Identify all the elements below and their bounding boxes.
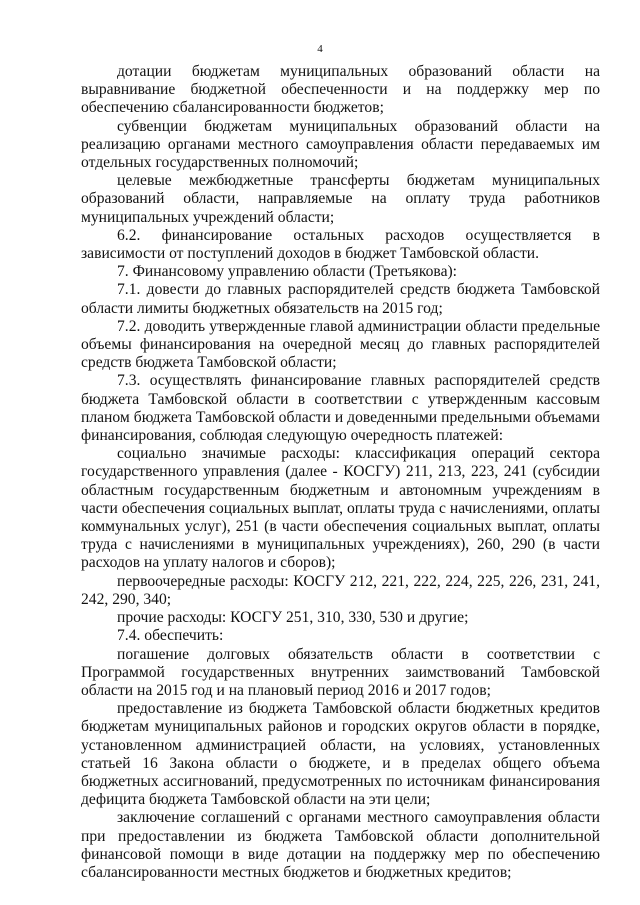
paragraph-targeted-transfers: целевые межбюджетные трансферты бюджетам муниципальных образований области, направляемые на оплату труда работников муниципальных учреждений области; bbox=[81, 172, 600, 226]
paragraph-7-2: 7.2. доводить утвержденные главой администрации области предельные объемы финансирования на очередной месяц до главных распорядителей средств бюджета Тамбовской области; bbox=[81, 317, 600, 372]
paragraph-socially-significant: социально значимые расходы: классификация операций сектора государственного управления (далее - КОСГУ) 211, 213, 223, 241 (субсидии областным государственным бюджетным и автономным учреждениям в части обеспечения социальных выплат, оплаты труда с начислениями, оплаты коммунальных услуг), 251 (в части обеспечения социальных выплат, оплаты труда с начислениями в муниципальных учреждениях), 260, 290 (в части расходов на уплату налогов и сборов); bbox=[81, 445, 600, 572]
paragraph-subventions: субвенции бюджетам муниципальных образований области на реализацию органами местного самоуправления области передаваемых им отдельных государственных полномочий; bbox=[81, 117, 600, 172]
paragraph-7: 7. Финансовому управлению области (Третьякова): bbox=[117, 263, 458, 281]
paragraph-priority-expenses: первоочередные расходы: КОСГУ 212, 221, 222, 224, 225, 226, 231, 241, 242, 290, 340; bbox=[81, 572, 600, 608]
page-number: 4 bbox=[317, 43, 323, 55]
paragraph-debt-repayment: погашение долговых обязательств области в соответствии с Программой государственных внутренних заимствований Тамбовской области на 2015 год и на плановый период 2016 и 2017 годов; bbox=[81, 645, 600, 699]
paragraph-other-expenses: прочие расходы: КОСГУ 251, 310, 330, 530 и другие; bbox=[117, 609, 469, 627]
paragraph-budget-credits: предоставление из бюджета Тамбовской области бюджетных кредитов бюджетам муниципальных районов и городских округов области в порядке, установленном администрацией области, на условиях, установленных статьей 16 Закона области о бюджете, и в пределах общего объема бюджетных ассигнований, предусмотренных по источникам финансирования дефицита бюджета Тамбовской области на эти цели; bbox=[81, 700, 600, 809]
paragraph-7-4: 7.4. обеспечить: bbox=[117, 627, 224, 645]
document-body bbox=[81, 63, 600, 882]
paragraph-7-1: 7.1. довести до главных распорядителей средств бюджета Тамбовской области лимиты бюджетных обязательств на 2015 год; bbox=[81, 281, 600, 317]
paragraph-agreements: заключение соглашений с органами местного самоуправления области при предоставлении из бюджета Тамбовской области дополнительной финансовой помощи в виде дотации на поддержку мер по обеспечению сбалансированности местных бюджетов и бюджетных кредитов; bbox=[81, 809, 600, 881]
paragraph-7-3: 7.3. осуществлять финансирование главных распорядителей средств бюджета Тамбовской области в соответствии с утвержденным кассовым планом бюджета Тамбовской области и доведенными предельными объемами финансирования, соблюдая следующую очередность платежей: bbox=[81, 372, 600, 445]
paragraph-6-2: 6.2. финансирование остальных расходов осуществляется в зависимости от поступлений доходов в бюджет Тамбовской области. bbox=[81, 226, 600, 263]
paragraph-subsidies-equalization: дотации бюджетам муниципальных образований области на выравнивание бюджетной обеспеченности и на поддержку мер по обеспечению сбалансированности бюджетов; bbox=[81, 63, 600, 117]
